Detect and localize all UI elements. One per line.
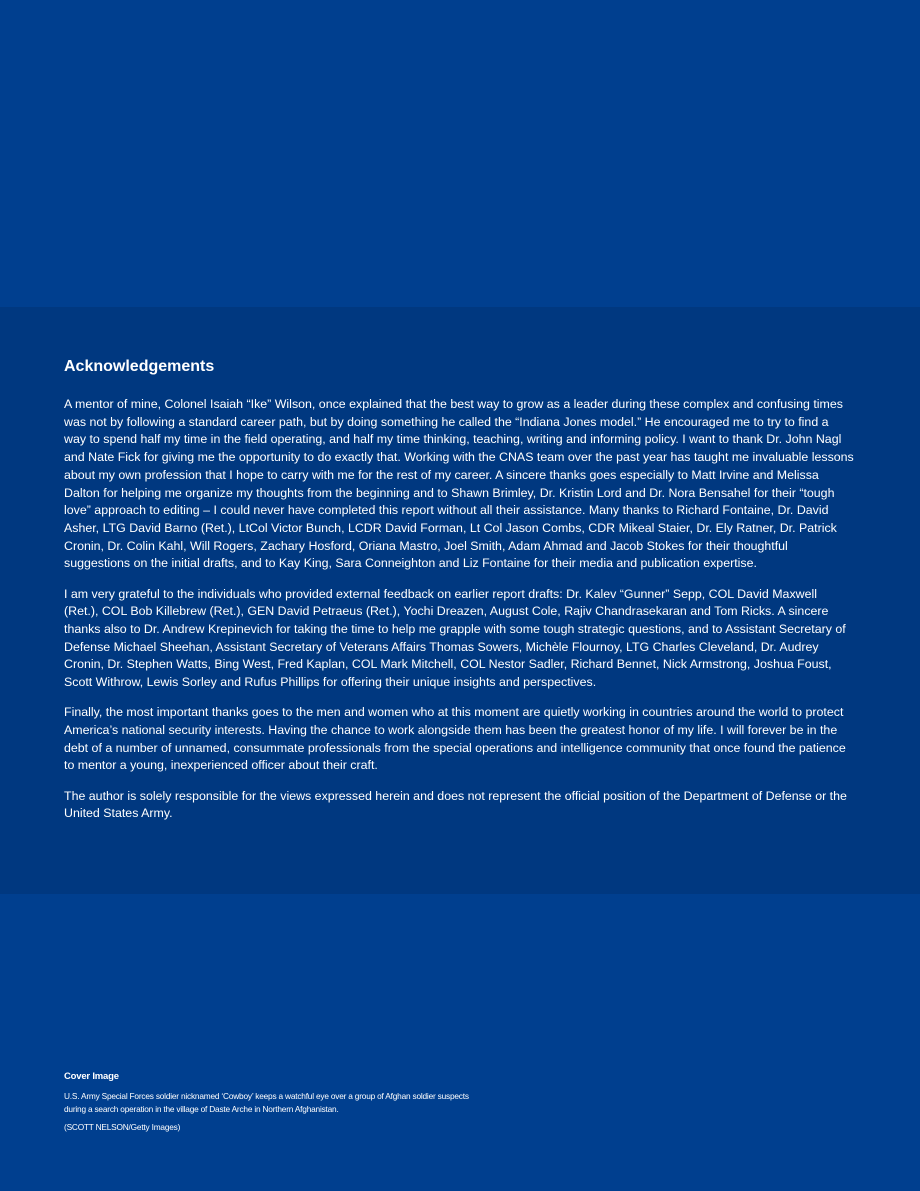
acknowledgements-section bbox=[64, 356, 854, 835]
acknowledgements-paragraph: A mentor of mine, Colonel Isaiah “Ike” Wilson, once explained that the best way to grow as a leader during these complex and confusing times was not by following a standard career path, but by doing something he called the “Indiana Jones model.” He encouraged me to try to find a way to spend half my time in the field operating, and half my time thinking, teaching, writing and informing policy. I want to thank Dr. John Nagl and Nate Fick for giving me the opportunity to do exactly that. Working with the CNAS team over the past year has taught me invaluable lessons about my own profession that I hope to carry with me for the rest of my career. A sincere thanks goes especially to Matt Irvine and Melissa Dalton for helping me organize my thoughts from the beginning and to Shawn Brimley, Dr. Kristin Lord and Dr. Nora Bensahel for their “tough love” approach to editing – I could never have completed this report without all their assistance. Many thanks to Richard Fontaine, Dr. David Asher, LTG David Barno (Ret.), LtCol Victor Bunch, LCDR David Forman, Lt Col Jason Combs, CDR Mikeal Staier, Dr. Ely Ratner, Dr. Patrick Cronin, Dr. Colin Kahl, Will Rogers, Zachary Hosford, Oriana Mastro, Joel Smith, Adam Ahmad and Jacob Stokes for their thoughtful suggestions on the initial drafts, and to Kay King, Sara Conneighton and Liz Fontaine for their media and publication expertise. bbox=[64, 397, 854, 571]
acknowledgements-title: Acknowledgements bbox=[64, 358, 215, 375]
acknowledgements-paragraph: The author is solely responsible for the views expressed herein and does not represent the official position of the Department of Defense or the United States Army. bbox=[64, 788, 847, 821]
cover-image-section bbox=[64, 1070, 484, 1140]
cover-image-caption: U.S. Army Special Forces soldier nicknamed ‘Cowboy’ keeps a watchful eye over a group of Afghan soldier suspects during a search operation in the village of Daste Arche in Northern Afghanistan. bbox=[64, 1091, 469, 1114]
acknowledgements-paragraph: I am very grateful to the individuals who provided external feedback on earlier report drafts: Dr. Kalev “Gunner” Sepp, COL David Maxwell (Ret.), COL Bob Killebrew (Ret.), GEN David Petraeus (Ret.), Yochi Dreazen, August Cole, Rajiv Chandrasekaran and Tom Ricks. A sincere thanks also to Dr. Andrew Krepinevich for taking the time to help me grapple with some tough strategic questions, and to Assistant Secretary of Defense Michael Sheehan, Assistant Secretary of Veterans Affairs Thomas Sowers, Michèle Flournoy, LTG Charles Cleveland, Dr. Audrey Cronin, Dr. Stephen Watts, Bing West, Fred Kaplan, COL Mark Mitchell, COL Nestor Sadler, Richard Bennet, Nick Armstrong, Joshua Foust, Scott Withrow, Lewis Sorley and Rufus Phillips for offering their unique insights and perspectives. bbox=[64, 586, 846, 690]
cover-image-title: Cover Image bbox=[64, 1071, 119, 1082]
cover-image-credit: (SCOTT NELSON/Getty Images) bbox=[64, 1122, 181, 1132]
acknowledgements-paragraph: Finally, the most important thanks goes to the men and women who at this moment are quietly working in countries around the world to protect America’s national security interests. Having the chance to work alongside them has been the greatest honor of my life. I will forever be in the debt of a number of unnamed, consummate professionals from the special operations and intelligence community that once found the patience to mentor a young, inexperienced officer about their craft. bbox=[64, 705, 846, 773]
